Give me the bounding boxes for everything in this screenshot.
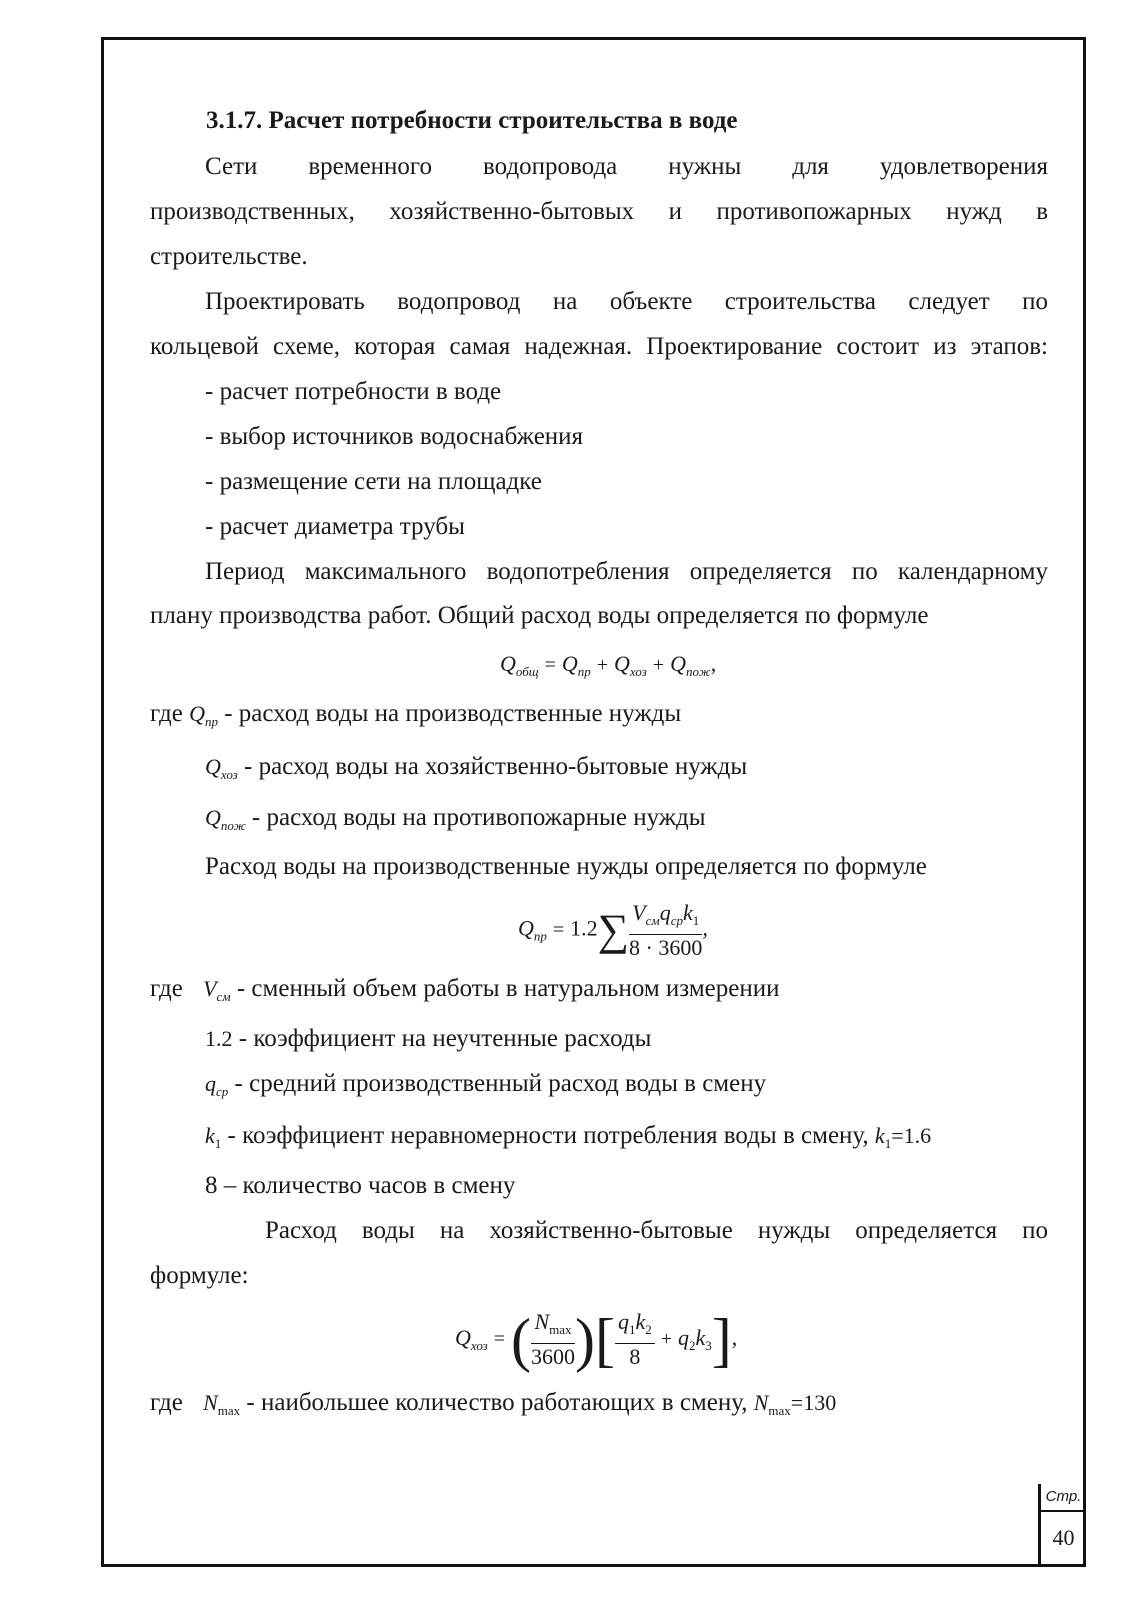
step-item: - размещение сети на площадке bbox=[205, 468, 542, 495]
para5-line1: Расход воды на хозяйственно-бытовые нужды определяется по bbox=[265, 1217, 1048, 1244]
step-item: - расчет диаметра трубы bbox=[205, 513, 465, 540]
def-q-pozh: $Q_{пож}$ - расход воды на противопожарные нужды bbox=[205, 804, 706, 833]
para2-line1: Проектировать водопровод на объекте строительства следует по bbox=[205, 288, 1048, 315]
para1-line2: производственных, хозяйственно-бытовых и противопожарных нужд в bbox=[150, 198, 1048, 225]
formula-production-water: $Q_{пр} = 1.2\sum$ $\frac{V_{см}q_{ср}k_1}{8 \cdot 3600}$ , bbox=[518, 900, 708, 960]
def-n-max: где $N_{max}$ - наибольшее количество работающих в смену, $N_{max}=130$ bbox=[150, 1389, 837, 1418]
def-q-sr: $q_{ср}$ - средний производственный расход воды в смену bbox=[205, 1070, 767, 1099]
def-k1: $k_1$ - коэффициент неравномерности потребления воды в смену, $k_1=1.6$ bbox=[205, 1122, 932, 1151]
step-item: - выбор источников водоснабжения bbox=[205, 423, 584, 450]
formula-household-water: $Q_{хоз}$ = ( $\frac{N_{max}}{3600}$ )[ $\frac{q_1k_2}{8}$ + $q_2k_3$], bbox=[455, 1306, 738, 1373]
para2-line2: кольцевой схеме, которая самая надежная. Проектирование состоит из этапов: bbox=[150, 333, 1048, 360]
para1-line1: Сети временного водопровода нужны для удовлетворения bbox=[205, 153, 1048, 180]
page-number: 40 bbox=[1052, 1525, 1075, 1550]
para3-line2: плану производства работ. Общий расход воды определяется по формуле bbox=[150, 602, 929, 629]
para3-line1: Период максимального водопотребления определяется по календарному bbox=[205, 558, 1048, 585]
para4: Расход воды на производственные нужды определяется по формуле bbox=[205, 853, 927, 880]
para5-line2: формуле: bbox=[150, 1262, 249, 1289]
step-item: - расчет потребности в воде bbox=[205, 378, 502, 405]
para1-line3: строительстве. bbox=[150, 243, 308, 270]
def-coef: 1.2 - коэффициент на неучтенные расходы bbox=[205, 1025, 652, 1052]
def-hours: 8 – количество часов в смену bbox=[205, 1172, 516, 1199]
section-heading: 3.1.7. Расчет потребности строительства в воде bbox=[206, 107, 738, 134]
formula-total-water: $Q_{общ} = Q_{пр} + Q_{хоз} + Q_{пож}$, bbox=[500, 651, 717, 679]
def-q-pr: где $Q_{пр}$ - расход воды на производственные нужды bbox=[150, 700, 682, 729]
def-q-hoz: $Q_{хоз}$ - расход воды на хозяйственно-бытовые нужды bbox=[205, 753, 748, 782]
def-v-sm: где $V_{см}$ - сменный объем работы в натуральном измерении bbox=[150, 975, 780, 1004]
page-number-stamp bbox=[1038, 1484, 1086, 1567]
page-label: Стр. bbox=[1041, 1484, 1086, 1512]
